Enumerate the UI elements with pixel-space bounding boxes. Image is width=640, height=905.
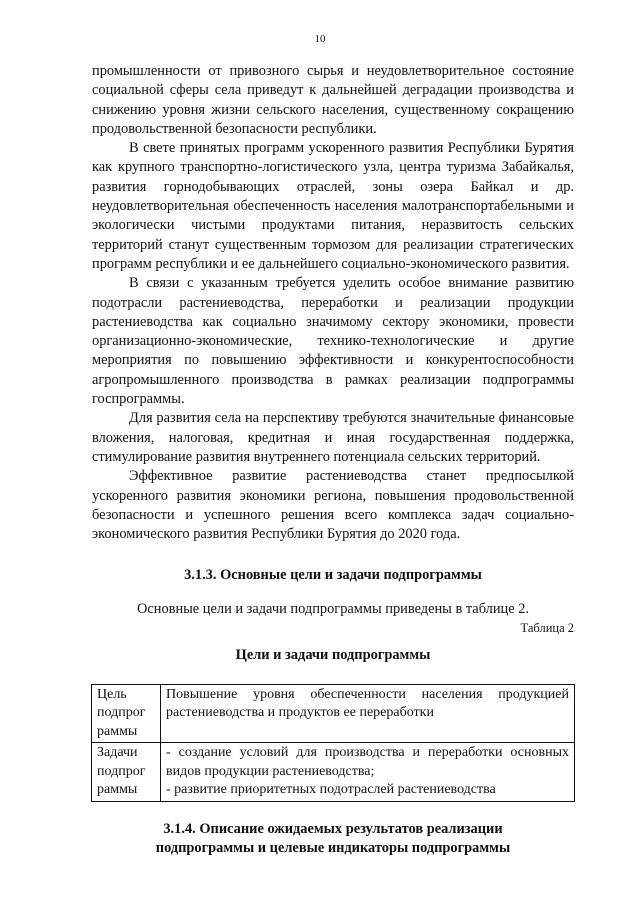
paragraph-5: Эффективное развитие растениеводства станет предпосылкой ускоренного развития экономики региона, повышения продовольственной безопасности и успешного решения всего комплекса задач социально-экономического развития Республики Бурятия до 2020 года. <box>92 468 574 543</box>
table-title: Цели и задачи подпрограммы <box>235 647 431 664</box>
table-row <box>92 684 575 743</box>
table-cell-content <box>161 684 575 743</box>
page-number: 10 <box>314 33 326 45</box>
table-cell-line: Повышение уровня обеспеченности населения продукцией растениеводства и продуктов ее переработки <box>166 686 569 721</box>
section-heading-3-1-4 <box>92 820 574 858</box>
goals-table <box>91 684 575 802</box>
table-cell-content <box>161 743 575 802</box>
paragraph-2: В свете принятых программ ускоренного развития Республики Бурятия как крупного транспортно-логистического узла, центра туризма Забайкалья, развития горнодобывающих отраслей, зоны озера Байкал и др. неудовлетворительная обеспеченность населения малотранспортабельными и экологически чистыми продуктами питания, неразвитость сельских территорий станут существенным тормозом для реализации стратегических программ республики и ее дальнейшего социально-экономического развития. <box>92 140 574 272</box>
table-row <box>92 743 575 802</box>
paragraph-3: В связи с указанным требуется уделить особое внимание развитию подотрасли растениеводства, переработки и реализации продукции растениеводства как социально значимому сектору экономики, провести организационно-экономические, технико-технологические и другие мероприятия по повышению эффективности и конкурентоспособности агропромышленного производства в рамках реализации подпрограммы госпрограммы. <box>92 275 574 408</box>
table-caption: Таблица 2 <box>520 621 574 636</box>
table-cell-label: Задачи подпрог раммы <box>92 743 161 802</box>
paragraph-1: промышленности от привозного сырья и неудовлетворительное состояние социальной сферы села приведут к дальнейшей деградации производства и снижению уровня жизни сельского населения, существенному сокращению продовольственной безопасности республики. <box>92 63 574 137</box>
table-intro: Основные цели и задачи подпрограммы приведены в таблице 2. <box>136 600 530 617</box>
document-body <box>92 62 574 858</box>
table-cell-line: - создание условий для производства и переработки основных видов продукции растениеводства; <box>166 745 569 779</box>
section-heading-line: 3.1.4. Описание ожидаемых результатов реализации <box>163 820 503 837</box>
table-cell-label: Цель подпрог раммы <box>92 684 161 743</box>
paragraph-4: Для развития села на перспективу требуются значительные финансовые вложения, налоговая, кредитная и иная государственная поддержка, стимулирование развития внутреннего потенциала сельских территорий. <box>92 410 574 465</box>
table-cell-line: - развитие приоритетных подотраслей растениеводства <box>166 782 496 798</box>
section-heading-line: подпрограммы и целевые индикаторы подпрограммы <box>155 839 511 856</box>
section-heading-3-1-3: 3.1.3. Основные цели и задачи подпрограммы <box>184 567 482 584</box>
